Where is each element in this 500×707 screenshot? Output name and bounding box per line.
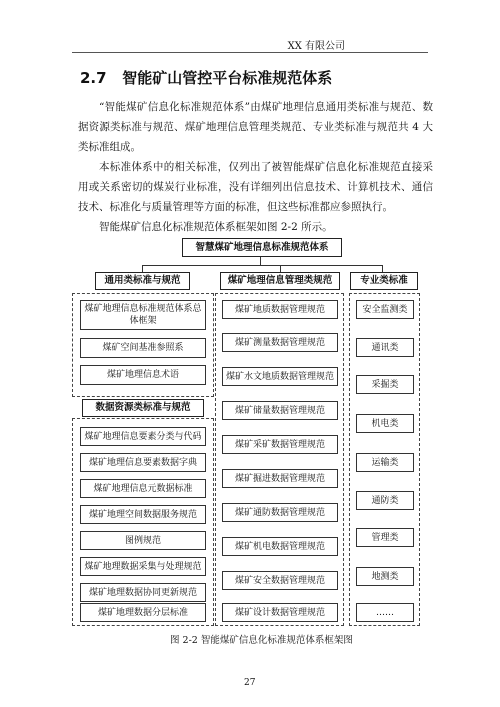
section-number: 2.7 xyxy=(80,69,107,87)
management-item: 煤矿设计数据管理规范 xyxy=(222,603,338,622)
category-general: 通用类标准与规范 xyxy=(95,272,190,290)
category-professional: 专业类标准 xyxy=(350,272,418,290)
professional-item: 管理类 xyxy=(356,528,414,547)
connector xyxy=(382,265,383,272)
management-item: 煤矿测量数据管理规范 xyxy=(222,333,338,352)
data-resource-item: 煤矿地理信息要素分类与代码 xyxy=(80,427,206,446)
connector xyxy=(280,265,281,272)
diagram-root: 智慧煤矿地理信息标准规范体系 xyxy=(182,238,342,257)
paragraph-1: “智能煤矿信息化标准规范体系”由煤矿地理信息通用类标准与规范、数据资源类标准与规范、煤矿地理信息管理类规范、专业类标准与规范共 4 大类标准组成。 xyxy=(78,101,433,153)
data-resource-item: 煤矿地理数据协同更新规范 xyxy=(80,583,206,602)
data-resource-item: 煤矿地理数据采集与处理规范 xyxy=(80,557,206,576)
professional-item: 采掘类 xyxy=(356,375,414,394)
general-item: 煤矿地理信息术语 xyxy=(80,365,206,385)
header-rule xyxy=(72,52,428,53)
paragraph-2: 本标准体系中的相关标准，仅列出了被智能煤矿信息化标准规范直接采用或关系密切的煤炭行业标准，没有详细列出信息技术、计算机技术、通信技术、标准化与质量管理等方面的标准，但这些标准都应参照执行。 xyxy=(78,161,433,213)
category-data-resource: 数据资源类标准与规范 xyxy=(82,399,204,417)
management-item: 煤矿水文地质数据管理规范 xyxy=(222,367,338,386)
professional-item: 机电类 xyxy=(356,414,414,433)
page-number: 27 xyxy=(244,678,256,688)
management-item: 煤矿储量数据管理规范 xyxy=(222,401,338,420)
general-item: 煤矿空间基准参照系 xyxy=(80,338,206,358)
general-item: 煤矿地理信息标准规范体系总体框架 xyxy=(80,300,206,330)
data-resource-item: 图例规范 xyxy=(80,531,206,550)
professional-item: …… xyxy=(356,603,414,622)
management-item: 煤矿机电数据管理规范 xyxy=(222,537,338,556)
management-item: 煤矿地质数据管理规范 xyxy=(222,300,338,319)
section-title xyxy=(80,67,332,88)
professional-item: 通讯类 xyxy=(356,338,414,357)
connector xyxy=(142,265,143,272)
data-resource-item: 煤矿地理数据分层标准 xyxy=(80,603,206,622)
management-item: 煤矿采矿数据管理规范 xyxy=(222,435,338,454)
professional-item: 运输类 xyxy=(356,453,414,472)
professional-item: 通防类 xyxy=(356,491,414,510)
management-item: 煤矿安全数据管理规范 xyxy=(222,571,338,590)
paragraph-3: 智能煤矿信息化标准规范体系框架如图 2-2 所示。 xyxy=(99,221,333,233)
section-title-text: 智能矿山管控平台标准规范体系 xyxy=(122,69,333,87)
management-item: 煤矿通防数据管理规范 xyxy=(222,503,338,522)
management-item: 煤矿掘进数据管理规范 xyxy=(222,469,338,488)
professional-item: 安全监测类 xyxy=(356,300,414,319)
running-header: XX 有限公司 xyxy=(287,41,345,52)
professional-item: 地测类 xyxy=(356,567,414,586)
connector xyxy=(142,265,382,266)
connector xyxy=(260,257,261,265)
figure-caption: 图 2-2 智能煤矿信息化标准规范体系框架图 xyxy=(170,635,353,646)
data-resource-item: 煤矿地理信息要素数据字典 xyxy=(80,453,206,472)
category-management: 煤矿地理信息管理类规范 xyxy=(220,272,340,290)
data-resource-item: 煤矿地理空间数据服务规范 xyxy=(80,505,206,524)
data-resource-item: 煤矿地理信息元数据标准 xyxy=(80,479,206,498)
